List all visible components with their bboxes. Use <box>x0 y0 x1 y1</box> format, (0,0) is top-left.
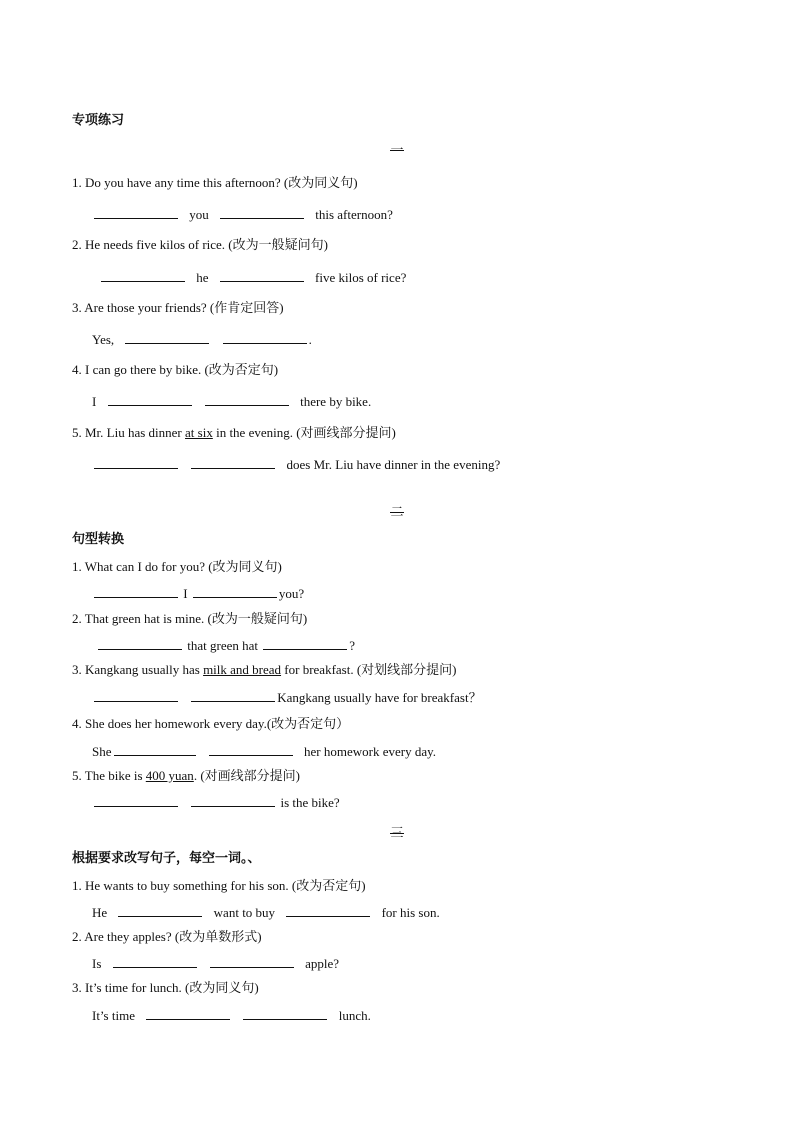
s3-q1: 1. He wants to buy something for his son. (改为否定句) <box>72 878 366 893</box>
s2-a4: She her homework every day. <box>92 744 436 759</box>
section-2-numeral: 二 <box>390 504 404 519</box>
s1-q2: 2. He needs five kilos of rice. (改为一般疑问句) <box>72 237 328 252</box>
s1-q1: 1. Do you have any time this afternoon? (改为同义句) <box>72 175 358 190</box>
answer-blank[interactable] <box>94 794 178 807</box>
s2-q2: 2. That green hat is mine. (改为一般疑问句) <box>72 611 308 626</box>
answer-blank[interactable] <box>286 904 370 917</box>
s1-a3: Yes, . <box>92 332 312 347</box>
s2-a5: is the bike? <box>92 794 340 811</box>
answer-blank[interactable] <box>220 269 304 282</box>
s3-a1: He want to buy for his son. <box>92 905 440 920</box>
answer-blank[interactable] <box>113 955 197 968</box>
s2-q3: 3. Kangkang usually has milk and bread for breakfast. (对划线部分提问) <box>72 662 457 677</box>
worksheet-heading: 专项练习 <box>72 112 125 127</box>
answer-blank[interactable] <box>223 331 307 344</box>
answer-blank[interactable] <box>108 393 192 406</box>
section-1-numeral: 一 <box>390 142 404 157</box>
answer-blank[interactable] <box>220 206 304 219</box>
answer-blank[interactable] <box>118 904 202 917</box>
answer-blank[interactable] <box>94 206 178 219</box>
underlined-phrase: 400 yuan <box>145 768 194 783</box>
s2-q4: 4. She does her homework every day.(改为否定句） <box>72 716 350 731</box>
s2-q1: 1. What can I do for you? (改为同义句) <box>72 559 282 574</box>
s1-a2: he five kilos of rice? <box>99 269 406 286</box>
answer-blank[interactable] <box>210 955 294 968</box>
s2-q5: 5. The bike is 400 yuan. (对画线部分提问) <box>72 768 300 783</box>
section-2-subtitle: 句型转换 <box>72 531 125 546</box>
answer-blank[interactable] <box>94 456 178 469</box>
answer-blank[interactable] <box>191 689 275 702</box>
s1-q3: 3. Are those your friends? (作肯定回答) <box>72 300 284 315</box>
s2-a3: Kangkang usually have for breakfast？ <box>92 689 482 706</box>
answer-blank[interactable] <box>243 1007 327 1020</box>
s2-a1: I you? <box>92 585 304 602</box>
answer-blank[interactable] <box>209 743 293 756</box>
answer-blank[interactable] <box>114 743 196 756</box>
answer-blank[interactable] <box>191 794 275 807</box>
answer-blank[interactable] <box>146 1007 230 1020</box>
answer-blank[interactable] <box>193 585 277 598</box>
s3-q2: 2. Are they apples? (改为单数形式) <box>72 929 262 944</box>
s1-a1: you this afternoon? <box>92 206 393 223</box>
answer-blank[interactable] <box>125 331 209 344</box>
section-3-subtitle: 根据要求改写句子，每空一词。、 <box>72 850 261 865</box>
s3-a3: It’s time lunch. <box>92 1008 371 1023</box>
s2-a2: that green hat ? <box>96 637 355 654</box>
s1-q5: 5. Mr. Liu has dinner at six in the evening. (对画线部分提问) <box>72 425 396 440</box>
s3-a2: Is apple? <box>92 956 340 971</box>
answer-blank[interactable] <box>94 689 178 702</box>
answer-blank[interactable] <box>98 637 182 650</box>
answer-blank[interactable] <box>263 637 347 650</box>
s1-q4: 4. I can go there by bike. (改为否定句) <box>72 362 279 377</box>
answer-blank[interactable] <box>191 456 275 469</box>
underlined-phrase: at six <box>185 425 213 440</box>
s1-a5: does Mr. Liu have dinner in the evening? <box>92 456 500 473</box>
underlined-phrase: milk and bread <box>203 662 282 677</box>
section-3-numeral: 三 <box>390 825 404 840</box>
s1-a4: I there by bike. <box>92 394 372 409</box>
s3-q3: 3. It’s time for lunch. (改为同义句) <box>72 980 259 995</box>
answer-blank[interactable] <box>205 393 289 406</box>
answer-blank[interactable] <box>101 269 185 282</box>
answer-blank[interactable] <box>94 585 178 598</box>
